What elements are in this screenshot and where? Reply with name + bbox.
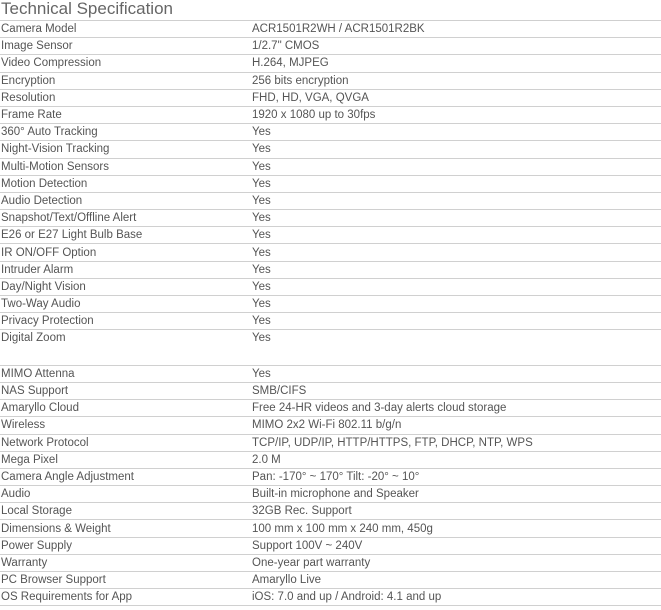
spec-label: Audio xyxy=(0,486,251,503)
spec-label: PC Browser Support xyxy=(0,572,251,589)
table-row xyxy=(0,158,661,175)
spec-label: Camera Angle Adjustment xyxy=(0,468,251,485)
spec-label: Warranty xyxy=(0,554,251,571)
spec-value: Yes xyxy=(251,210,661,227)
spec-value: Free 24-HR videos and 3-day alerts cloud storage xyxy=(251,400,661,417)
spec-value: Yes xyxy=(251,124,661,141)
spec-value: Amaryllo Live xyxy=(251,572,661,589)
spec-value: Pan: -170° ~ 170° Tilt: -20° ~ 10° xyxy=(251,468,661,485)
table-row xyxy=(0,365,661,382)
spec-value: iOS: 7.0 and up / Android: 4.1 and up xyxy=(251,589,661,606)
table-row xyxy=(0,89,661,106)
spec-label: Video Compression xyxy=(0,55,251,72)
spec-label: OS Requirements for App xyxy=(0,589,251,606)
spec-value: TCP/IP, UDP/IP, HTTP/HTTPS, FTP, DHCP, NTP, WPS xyxy=(251,434,661,451)
table-row xyxy=(0,210,661,227)
page-title: Technical Specification xyxy=(0,0,661,21)
spec-label: Audio Detection xyxy=(0,192,251,209)
spec-value: Yes xyxy=(251,278,661,295)
spec-value: Yes xyxy=(251,330,661,365)
spec-label: MIMO Attenna xyxy=(0,365,251,382)
table-row xyxy=(0,468,661,485)
spec-value: Yes xyxy=(251,227,661,244)
spec-value: H.264, MJPEG xyxy=(251,55,661,72)
spec-label: Network Protocol xyxy=(0,434,251,451)
spec-label: Mega Pixel xyxy=(0,451,251,468)
table-row xyxy=(0,537,661,554)
table-row xyxy=(0,451,661,468)
table-row xyxy=(0,400,661,417)
spec-label: Intruder Alarm xyxy=(0,261,251,278)
spec-value: One-year part warranty xyxy=(251,554,661,571)
spec-label: Digital Zoom xyxy=(0,330,251,365)
spec-label: Wireless xyxy=(0,417,251,434)
spec-label: Multi-Motion Sensors xyxy=(0,158,251,175)
spec-value: Yes xyxy=(251,365,661,382)
spec-label: Local Storage xyxy=(0,503,251,520)
spec-value: Yes xyxy=(251,141,661,158)
spec-value: Yes xyxy=(251,313,661,330)
table-row xyxy=(0,503,661,520)
table-row xyxy=(0,278,661,295)
table-row xyxy=(0,520,661,537)
table-row xyxy=(0,141,661,158)
table-row xyxy=(0,175,661,192)
table-row xyxy=(0,313,661,330)
spec-value: Support 100V ~ 240V xyxy=(251,537,661,554)
table-row xyxy=(0,227,661,244)
table-row xyxy=(0,417,661,434)
table-row xyxy=(0,72,661,89)
spec-value: 100 mm x 100 mm x 240 mm, 450g xyxy=(251,520,661,537)
spec-value: Yes xyxy=(251,158,661,175)
spec-label: Resolution xyxy=(0,89,251,106)
spec-label: Day/Night Vision xyxy=(0,278,251,295)
spec-value: Yes xyxy=(251,261,661,278)
spec-label: E26 or E27 Light Bulb Base xyxy=(0,227,251,244)
spec-label: Two-Way Audio xyxy=(0,296,251,313)
table-row xyxy=(0,261,661,278)
spec-value: FHD, HD, VGA, QVGA xyxy=(251,89,661,106)
table-row xyxy=(0,486,661,503)
spec-label: Snapshot/Text/Offline Alert xyxy=(0,210,251,227)
spec-label: IR ON/OFF Option xyxy=(0,244,251,261)
spec-value: Yes xyxy=(251,175,661,192)
table-row xyxy=(0,106,661,123)
table-row xyxy=(0,192,661,209)
spec-label: Motion Detection xyxy=(0,175,251,192)
spec-value: Yes xyxy=(251,244,661,261)
spec-label: Image Sensor xyxy=(0,38,251,55)
table-row xyxy=(0,572,661,589)
table-row xyxy=(0,382,661,399)
spec-table xyxy=(0,21,661,606)
table-row xyxy=(0,21,661,38)
spec-value: Yes xyxy=(251,192,661,209)
spec-label: Frame Rate xyxy=(0,106,251,123)
spec-label: Amaryllo Cloud xyxy=(0,400,251,417)
spec-value: MIMO 2x2 Wi-Fi 802.11 b/g/n xyxy=(251,417,661,434)
spec-value: Built-in microphone and Speaker xyxy=(251,486,661,503)
spec-label: Night-Vision Tracking xyxy=(0,141,251,158)
spec-value: 1/2.7" CMOS xyxy=(251,38,661,55)
spec-value: SMB/CIFS xyxy=(251,382,661,399)
table-row xyxy=(0,244,661,261)
spec-label: 360° Auto Tracking xyxy=(0,124,251,141)
spec-value: 2.0 M xyxy=(251,451,661,468)
spec-label: Privacy Protection xyxy=(0,313,251,330)
spec-label: Power Supply xyxy=(0,537,251,554)
table-row xyxy=(0,434,661,451)
spec-value: ACR1501R2WH / ACR1501R2BK xyxy=(251,21,661,38)
spec-value: 256 bits encryption xyxy=(251,72,661,89)
table-row xyxy=(0,330,661,365)
table-row xyxy=(0,55,661,72)
table-row xyxy=(0,124,661,141)
spec-label: NAS Support xyxy=(0,382,251,399)
spec-label: Camera Model xyxy=(0,21,251,38)
spec-label: Dimensions & Weight xyxy=(0,520,251,537)
table-row xyxy=(0,554,661,571)
table-row xyxy=(0,38,661,55)
spec-value: 32GB Rec. Support xyxy=(251,503,661,520)
spec-value: 1920 x 1080 up to 30fps xyxy=(251,106,661,123)
table-row xyxy=(0,296,661,313)
spec-label: Encryption xyxy=(0,72,251,89)
table-row xyxy=(0,589,661,606)
spec-value: Yes xyxy=(251,296,661,313)
